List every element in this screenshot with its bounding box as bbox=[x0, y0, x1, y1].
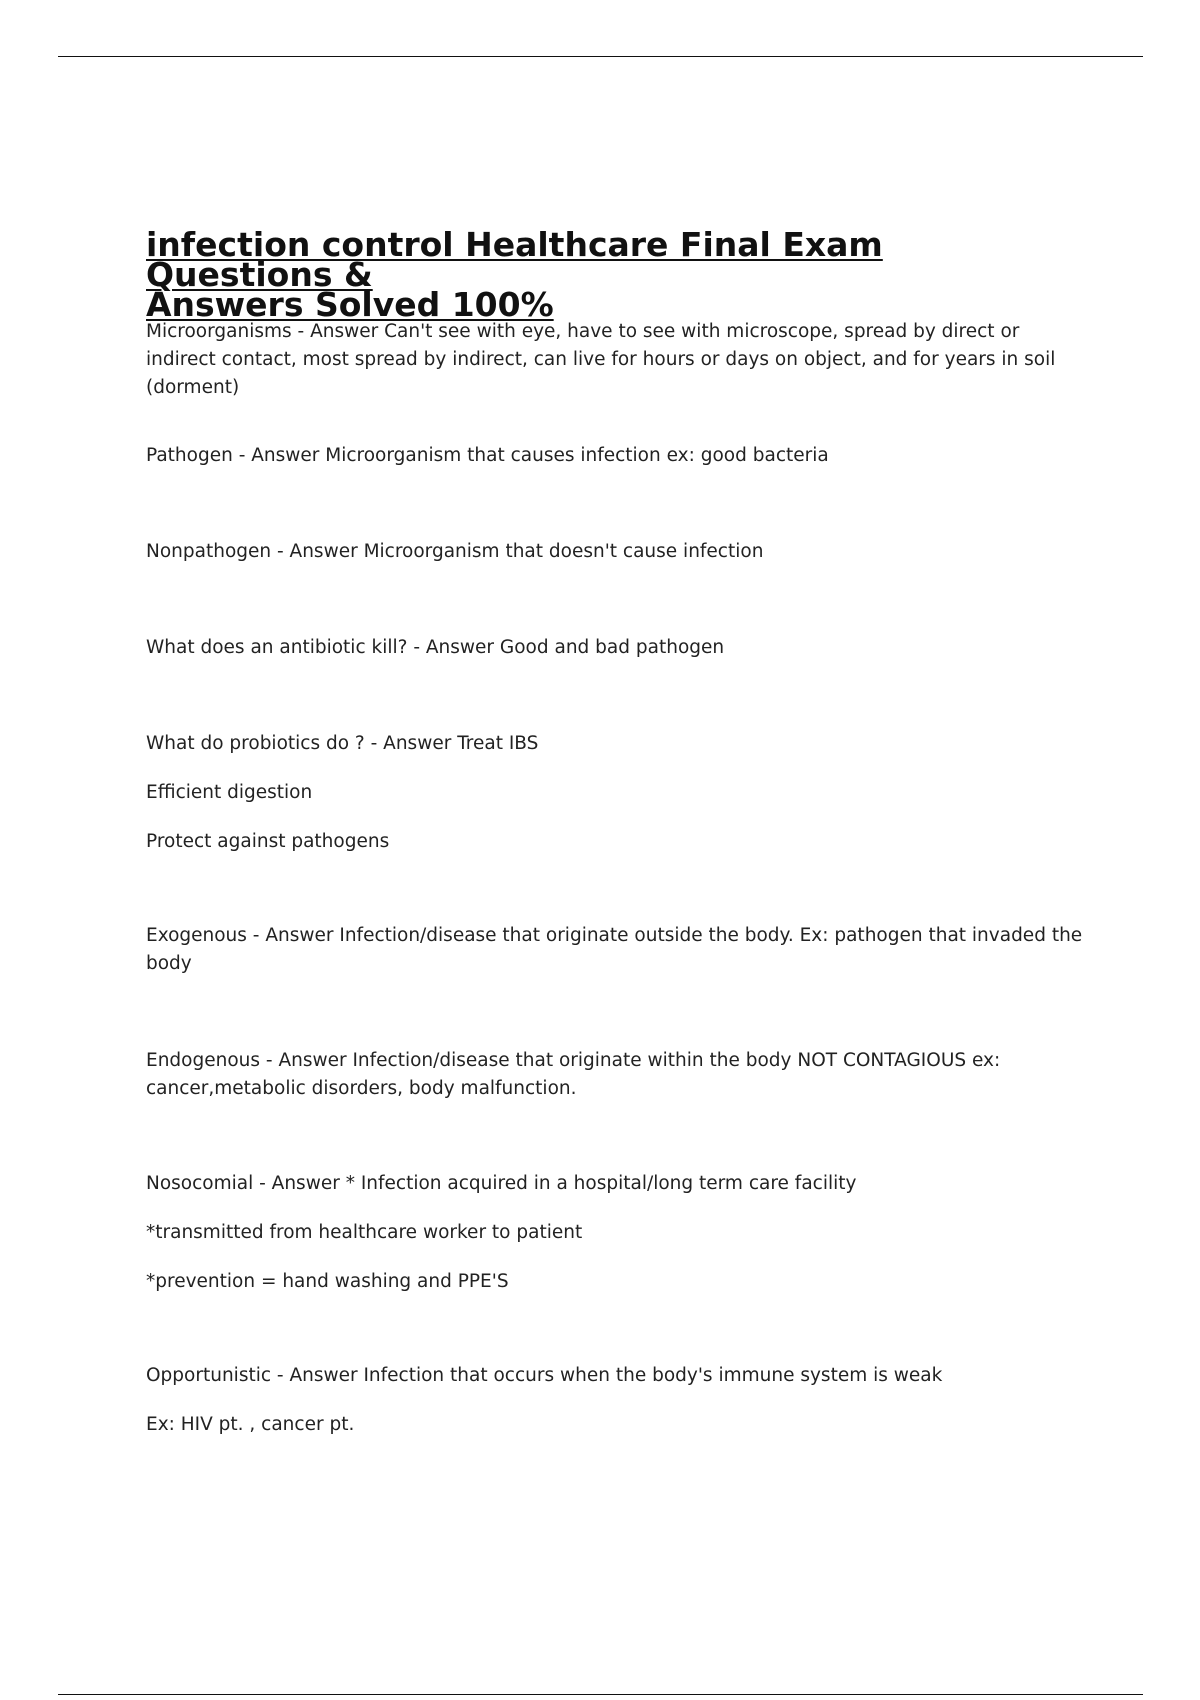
entry-probiotics-digestion: Efficient digestion bbox=[146, 782, 313, 803]
entry-opportunistic-example: Ex: HIV pt. , cancer pt. bbox=[146, 1414, 355, 1435]
bottom-rule bbox=[58, 1694, 1143, 1695]
entry-endogenous: Endogenous - Answer Infection/disease that originate within the body NOT CONTAGIOUS ex: cancer,metabolic disorders, body malfunction. bbox=[146, 1050, 1007, 1099]
entry-nosocomial: Nosocomial - Answer * Infection acquired in a hospital/long term care facility bbox=[146, 1173, 857, 1194]
document-title bbox=[146, 225, 1046, 324]
entry-nosocomial-prevention: *prevention = hand washing and PPE'S bbox=[146, 1271, 509, 1292]
entry-pathogen: Pathogen - Answer Microorganism that causes infection ex: good bacteria bbox=[146, 445, 829, 466]
entry-nosocomial-transmitted: *transmitted from healthcare worker to patient bbox=[146, 1222, 583, 1243]
top-rule bbox=[58, 56, 1143, 57]
title-line-2: Answers Solved 100% bbox=[146, 285, 554, 324]
entry-probiotics-protect: Protect against pathogens bbox=[146, 831, 390, 852]
entry-exogenous: Exogenous - Answer Infection/disease that originate outside the body. Ex: pathogen that invaded the body bbox=[146, 925, 1089, 974]
entry-opportunistic: Opportunistic - Answer Infection that occurs when the body's immune system is weak bbox=[146, 1365, 943, 1386]
entry-antibiotic: What does an antibiotic kill? - Answer Good and bad pathogen bbox=[146, 637, 725, 658]
entry-probiotics: What do probiotics do ? - Answer Treat IBS bbox=[146, 733, 539, 754]
entry-nonpathogen: Nonpathogen - Answer Microorganism that doesn't cause infection bbox=[146, 541, 764, 562]
entry-microorganisms: Microorganisms - Answer Can't see with eye, have to see with microscope, spread by direct or indirect contact, most spread by indirect, can live for hours or days on object, and for years in soil (dorment) bbox=[146, 321, 1062, 398]
title-line-1: infection control Healthcare Final Exam Questions & bbox=[146, 225, 883, 294]
